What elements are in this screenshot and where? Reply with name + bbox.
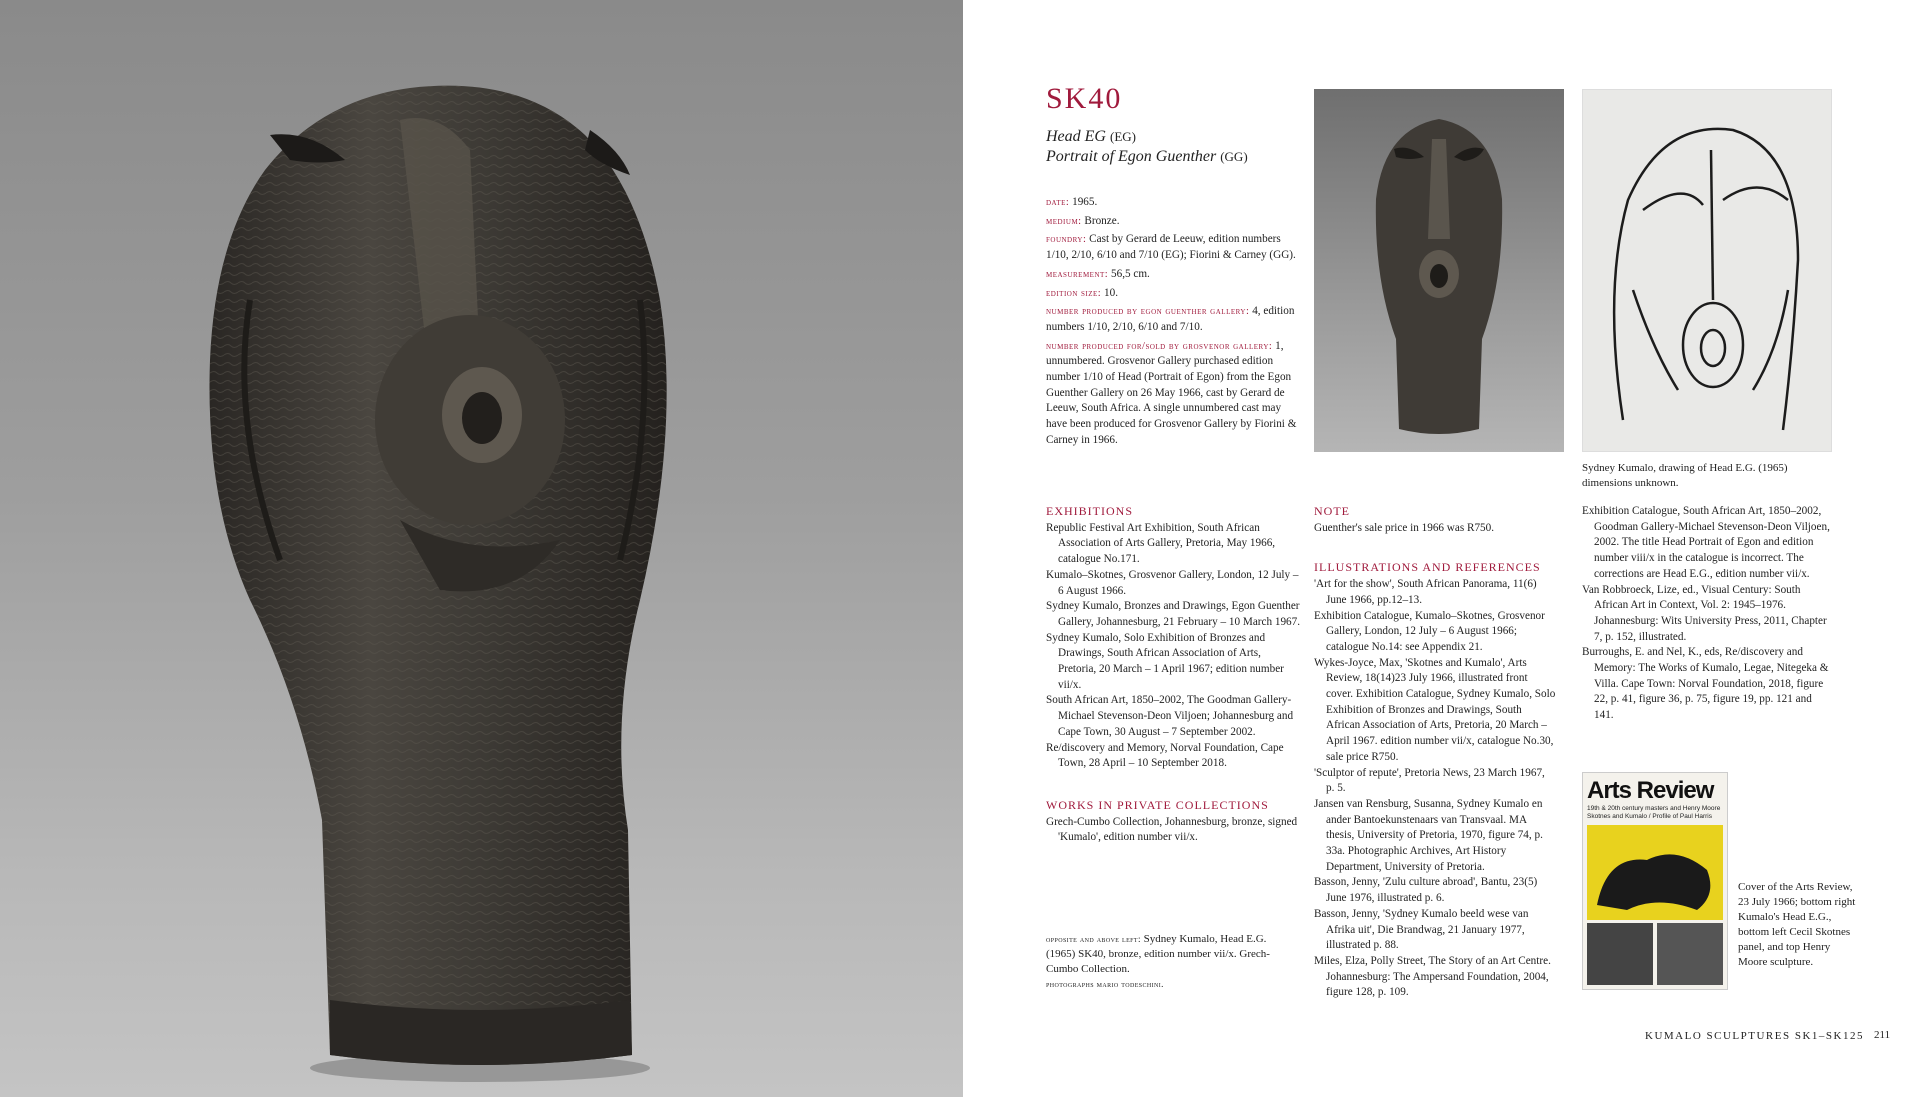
drawing-caption: Sydney Kumalo, drawing of Head E.G. (1965) dimensions unknown. bbox=[1582, 462, 1788, 489]
fact-foundry: foundry: Cast by Gerard de Leeuw, edition numbers 1/10, 2/10, 6/10 and 7/10 (EG); Fiorini & Carney (GG). bbox=[1046, 233, 1296, 262]
reference-entry: Burroughs, E. and Nel, K., eds, Re/discovery and Memory: The Works of Kumalo, Legae, Nitegeka & Villa. Cape Town: Norval Foundation, 2018, figure 22, p. 41, figure 36, p. 75, figure 19, pp. 121 and 141. bbox=[1582, 646, 1829, 722]
running-footer: KUMALO SCULPTURES SK1–SK125 bbox=[1645, 1030, 1864, 1042]
magazine-subtitle: 19th & 20th century masters and Henry Moore Skotnes and Kumalo / Profile of Paul Harris bbox=[1587, 805, 1721, 820]
exhibition-entry: Republic Festival Art Exhibition, South African Association of Arts Gallery, Pretoria, May 1966, catalogue No.171. bbox=[1046, 521, 1276, 566]
fact-egon-guenther: number produced by egon guenther gallery: 4, edition numbers 1/10, 2/10, 6/10 and 7/10. bbox=[1046, 305, 1295, 333]
reference-entry: Exhibition Catalogue, Kumalo–Skotnes, Grosvenor Gallery, London, 12 July – 6 August 1966; catalogue No.14: see Appendix 21. bbox=[1314, 609, 1545, 653]
fact-edition-size: edition size: 10. bbox=[1046, 286, 1118, 299]
fact-medium: medium: Bronze. bbox=[1046, 214, 1120, 227]
reference-entry: 'Art for the show', South African Panorama, 11(6) June 1966, pp.12–13. bbox=[1314, 578, 1537, 606]
title-alternate: Portrait of Egon Guenther (GG) bbox=[1046, 148, 1248, 165]
skotnes-panel-image bbox=[1587, 923, 1653, 985]
private-collections-heading: WORKS IN PRIVATE COLLECTIONS bbox=[1046, 797, 1269, 812]
reference-entry: 'Sculptor of repute', Pretoria News, 23 March 1967, p. 5. bbox=[1314, 766, 1545, 795]
exhibitions-section bbox=[1046, 504, 1301, 846]
photo-credit: photographs mario todeschini. bbox=[1046, 979, 1164, 989]
fact-grosvenor: number produced for/sold by grosvenor gallery: 1, unnumbered. Grosvenor Gallery purchased edition number 1/10 of Head (Portrait of Egon) from the Egon Guenther Gallery on 26 May 1966, cast by Gerard de Leeuw, South Africa. A single unnumbered cast may have been produced for Grosvenor Gallery by Fiorini & Carney in 1966. bbox=[1046, 339, 1297, 446]
bronze-head-thumbnail bbox=[1314, 89, 1564, 452]
charcoal-drawing bbox=[1583, 90, 1833, 453]
exhibition-entry: Kumalo–Skotnes, Grosvenor Gallery, London, 12 July – 6 August 1966. bbox=[1046, 568, 1299, 597]
illustrations-heading: ILLUSTRATIONS AND REFERENCES bbox=[1314, 560, 1541, 575]
note-and-references bbox=[1314, 504, 1556, 1001]
catalogue-number: SK40 bbox=[1046, 82, 1123, 115]
catalogue-page bbox=[963, 0, 1920, 1097]
fact-list bbox=[1046, 195, 1301, 452]
exhibitions-heading: EXHIBITIONS bbox=[1046, 504, 1133, 518]
sculpture-thumbnail bbox=[1314, 89, 1564, 452]
magazine-caption: Cover of the Arts Review, 23 July 1966; bottom right Kumalo's Head E.G., bottom left Cecil Skotnes panel, and top Henry Moore sculpture. bbox=[1738, 881, 1856, 968]
exhibition-entry: Re/discovery and Memory, Norval Foundation, Cape Town, 28 April – 10 September 2018. bbox=[1046, 741, 1284, 770]
page-number: 211 bbox=[1874, 1029, 1891, 1041]
exhibition-entry: Sydney Kumalo, Bronzes and Drawings, Egon Guenther Gallery, Johannesburg, 21 February – 10 March 1967. bbox=[1046, 600, 1301, 628]
reference-entry: Jansen van Rensburg, Susanna, Sydney Kumalo en ander Bantoekunstenaars van Transvaal. MA thesis, University of Pretoria, 1970, figure 74, p. 33a. Photographic Archives, Art History Department, University of Pretoria. bbox=[1314, 797, 1543, 873]
reference-entry: Basson, Jenny, 'Sydney Kumalo beeld wese van Afrika uit', Die Brandwag, 21 January 1977, illustrated p. 88. bbox=[1314, 907, 1529, 952]
title-primary: Head EG (EG) bbox=[1046, 128, 1136, 145]
henry-moore-sculpture-image bbox=[1587, 825, 1723, 920]
note-text: Guenther's sale price in 1966 was R750. bbox=[1314, 521, 1495, 534]
note-heading: NOTE bbox=[1314, 504, 1350, 518]
exhibition-entry: South African Art, 1850–2002, The Goodman Gallery-Michael Stevenson-Deon Viljoen; Johannesburg and Cape Town, 30 August – 7 September 2002. bbox=[1046, 694, 1294, 738]
magazine-title: Arts Review bbox=[1587, 777, 1714, 804]
reference-entry: Basson, Jenny, 'Zulu culture abroad', Bantu, 23(5) June 1976, illustrated p. 6. bbox=[1314, 876, 1538, 905]
reference-entry: Miles, Elza, Polly Street, The Story of an Art Centre. Johannesburg: The Ampersand Foundation, 2004, figure 128, p. 109. bbox=[1314, 954, 1551, 999]
left-photo-caption bbox=[1046, 932, 1296, 992]
fact-measurement: measurement: 56,5 cm. bbox=[1046, 267, 1150, 280]
caption-text: Sydney Kumalo, Head E.G. (1965) SK40, bronze, edition number vii/x. Grech-Cumbo Collection. bbox=[1046, 933, 1270, 975]
reference-entry: Exhibition Catalogue, South African Art, 1850–2002, Goodman Gallery-Michael Stevenson-Deon Viljoen, 2002. The title Head Portrait of Egon and edition number viii/x in the catalogue is incorrect. The corrections are Head E.G., edition number vii/x. bbox=[1582, 505, 1830, 580]
drawing-image bbox=[1582, 89, 1832, 452]
reference-entry: Wykes-Joyce, Max, 'Skotnes and Kumalo', Arts Review, 18(14)23 July 1966, illustrated front cover. Exhibition Catalogue, Sydney Kumalo, Solo Exhibition of Bronzes and Drawings, South African Association of Arts, Pretoria, 20 March – April 1967. edition number vii/x, catalogue No.30, sale price R750. bbox=[1314, 656, 1556, 763]
exhibition-entry: Sydney Kumalo, Solo Exhibition of Bronzes and Drawings, South African Association of Arts, Pretoria, 20 March – 1 April 1967; edition number vii/x. bbox=[1046, 631, 1284, 691]
caption-lead: opposite and above left: bbox=[1046, 934, 1141, 944]
fact-date: date: 1965. bbox=[1046, 196, 1098, 208]
collection-entry: Grech-Cumbo Collection, Johannesburg, bronze, signed 'Kumalo', edition number vii/x. bbox=[1046, 815, 1298, 844]
reference-entry: Van Robbroeck, Lize, ed., Visual Century: South African Art in Context, Vol. 2: 1945–1976. Johannesburg: Wits University Press, 2011, Chapter 7, p. 152, illustrated. bbox=[1582, 583, 1827, 643]
arts-review-cover bbox=[1582, 772, 1728, 990]
references-continued bbox=[1582, 504, 1832, 724]
kumalo-head-image bbox=[1657, 923, 1723, 985]
work-titles bbox=[1046, 127, 1248, 167]
